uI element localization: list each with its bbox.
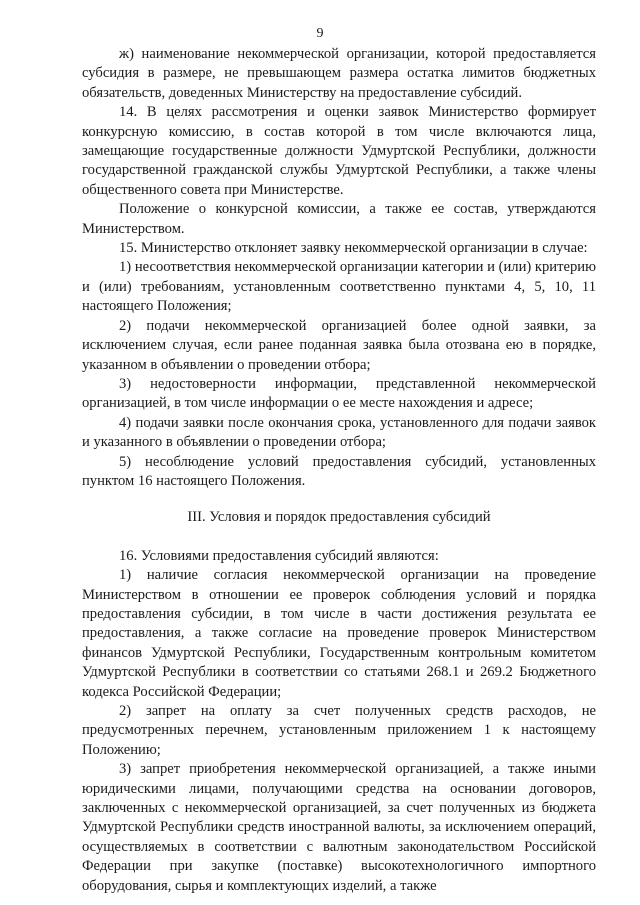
paragraph-clause-14: 14. В целях рассмотрения и оценки заявок Министерство формирует конкурсную комиссию, в состав которой в том числе включаются лица, замещающие государственные должности Удмуртской Республики, должности государственной гражданской службы Удмуртской Республики, а также члены общественного совета при Министерстве. — [82, 104, 596, 198]
paragraph-clause-15-item-1: 1) несоответствия некоммерческой организации категории и (или) критерию и (или) требованиям, установленным соответственно пунктами 4, 5, 10, 11 настоящего Положения; — [82, 259, 596, 315]
paragraph-clause-16-item-1: 1) наличие согласия некоммерческой организации на проведение Министерством в отношении ее проверок соблюдения условий и порядка предоставления субсидии, в том числе в части достижения результата ее предоставления, а также согласие на проведение проверок Министерством финансов Удмуртской Республики, Государственным контрольным комитетом Удмуртской Республики в соответствии со статьями 268.1 и 269.2 Бюджетного кодекса Российской Федерации; — [82, 567, 596, 700]
paragraph-clause-15-item-4: 4) подачи заявки после окончания срока, установленного для подачи заявок и указанного в объявлении о проведении отбора; — [82, 414, 596, 451]
paragraph-clause-15-item-2: 2) подачи некоммерческой организацией более одной заявки, за исключением случая, если ранее поданная заявка была отозвана ею в порядке, указанном в объявлении о проведении отбора; — [82, 317, 596, 373]
paragraph-clause-16: 16. Условиями предоставления субсидий являются: — [119, 547, 439, 564]
paragraph-clause-15-item-3: 3) недостоверности информации, представленной некоммерческой организацией, в том числе информации о ее месте нахождения и адресе; — [82, 375, 596, 412]
page-number: 9 — [316, 26, 324, 41]
paragraph-clause-16-item-2: 2) запрет на оплату за счет полученных средств расходов, не предусмотренных перечнем, установленным приложением 1 к настоящему Положению; — [82, 703, 596, 758]
paragraph-item-zh: ж) наименование некоммерческой организации, которой предоставляется субсидия в размере, не превышающем размера остатка лимитов бюджетных обязательств, доведенных Министерству на предоставление субсидий. — [82, 46, 596, 101]
paragraph-clause-15-item-5: 5) несоблюдение условий предоставления субсидий, установленных пунктом 16 настоящего Положения. — [82, 453, 596, 489]
paragraph-commission-statute: Положение о конкурсной комиссии, а также ее состав, утверждаются Министерством. — [82, 201, 596, 237]
paragraph-clause-15: 15. Министерство отклоняет заявку некоммерческой организации в случае: — [119, 240, 588, 257]
paragraph-clause-16-item-3: 3) запрет приобретения некоммерческой организацией, а также иными юридическими лицами, получающими средства на основании договоров, заключенных с некоммерческой организацией, за счет полученных из бюджета Удмуртской Республики средств иностранной валюты, за исключением операций, осуществляемых в соответствии с валютным законодательством Российской Федерации при закупке (поставке) высокотехнологичного импортного оборудования, сырья и комплектующих изделий, а также — [82, 761, 596, 894]
document-body — [82, 45, 596, 896]
section-heading: III. Условия и порядок предоставления субсидий — [187, 509, 491, 526]
